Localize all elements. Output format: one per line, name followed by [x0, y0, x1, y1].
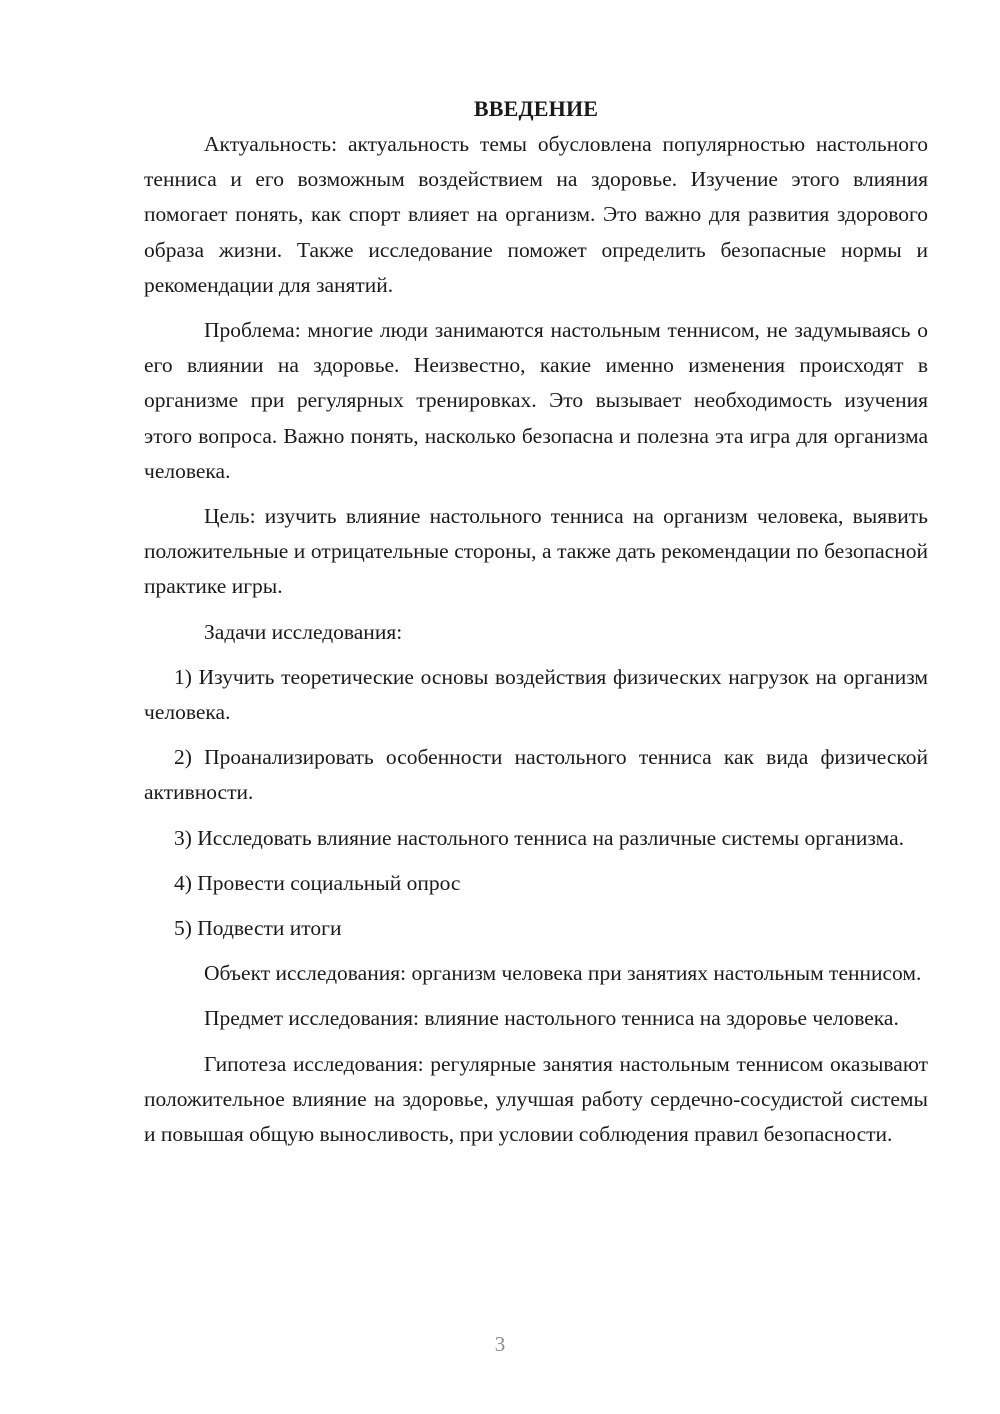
page-number: 3 [494, 1332, 506, 1356]
task-item: 1) Изучить теоретические основы воздействия физических нагрузок на организм человека. [144, 664, 928, 725]
task-item: 5) Подвести итоги [174, 916, 342, 941]
document-page [144, 92, 928, 1162]
goal-paragraph: Цель: изучить влияние настольного тенниса на организм человека, выявить положительные и отрицательные стороны, а также дать рекомендации по безопасной практике игры. [144, 504, 928, 599]
object-paragraph: Объект исследования: организм человека при занятиях настольным теннисом. [204, 961, 922, 986]
relevance-paragraph: Актуальность: актуальность темы обусловлена популярностью настольного тенниса и его возможным воздействием на здоровье. Изучение этого влияния помогает понять, как спорт влияет на организм. Это важно для развития здорового образа жизни. Также исследование поможет определить безопасные нормы и рекомендации для занятий. [144, 132, 928, 297]
task-item: 4) Провести социальный опрос [174, 870, 461, 895]
subject-paragraph: Предмет исследования: влияние настольного тенниса на здоровье человека. [204, 1006, 899, 1031]
section-heading: ВВЕДЕНИЕ [473, 96, 599, 121]
task-item: 3) Исследовать влияние настольного тенниса на различные системы организма. [174, 825, 904, 850]
problem-paragraph: Проблема: многие люди занимаются настольным теннисом, не задумываясь о его влиянии на здоровье. Неизвестно, какие именно изменения происходят в организме при регулярных тренировках. Это вызывает необходимость изучения этого вопроса. Важно понять, насколько безопасна и полезна эта игра для организма человека. [144, 318, 928, 483]
hypothesis-paragraph: Гипотеза исследования: регулярные занятия настольным теннисом оказывают положительное влияние на здоровье, улучшая работу сердечно-сосудистой системы и повышая общую выносливость, при условии соблюдения правил безопасности. [144, 1051, 928, 1147]
tasks-title: Задачи исследования: [204, 619, 403, 644]
task-item: 2) Проанализировать особенности настольного тенниса как вида физической активности. [144, 745, 928, 805]
tasks-list [144, 660, 928, 946]
